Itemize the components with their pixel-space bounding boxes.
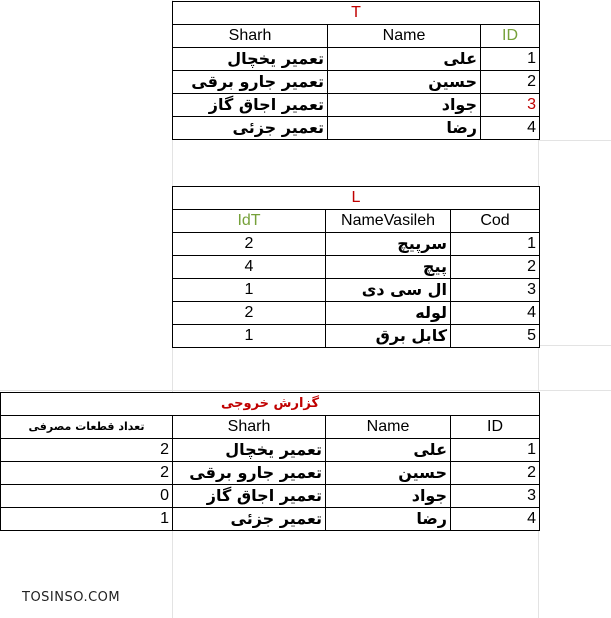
- cell-name[interactable]: جواد: [326, 485, 451, 508]
- cell-name[interactable]: علی: [328, 48, 481, 71]
- cell-sharh[interactable]: تعمیر جزئی: [173, 508, 326, 531]
- header-count[interactable]: تعداد قطعات مصرفی: [1, 416, 173, 439]
- watermark: TOSINSO.COM: [22, 590, 121, 605]
- cell-id[interactable]: 2: [451, 462, 540, 485]
- header-name[interactable]: Name: [328, 25, 481, 48]
- cell-namevasileh[interactable]: ال سی دی: [326, 279, 451, 302]
- header-sharh[interactable]: Sharh: [173, 416, 326, 439]
- table-row: [173, 48, 540, 71]
- cell-name[interactable]: حسین: [326, 462, 451, 485]
- cell-name[interactable]: حسین: [328, 71, 481, 94]
- cell-count[interactable]: 2: [1, 439, 173, 462]
- cell-name[interactable]: جواد: [328, 94, 481, 117]
- table-row: [173, 302, 540, 325]
- cell-sharh[interactable]: تعمیر اجاق گاز: [173, 485, 326, 508]
- cell-id[interactable]: 3: [481, 94, 540, 117]
- cell-idt[interactable]: 2: [173, 233, 326, 256]
- table-t-title: T: [173, 2, 540, 25]
- cell-sharh[interactable]: تعمیر یخچال: [173, 48, 328, 71]
- cell-id[interactable]: 1: [451, 439, 540, 462]
- cell-cod[interactable]: 3: [451, 279, 540, 302]
- table-report-title: گزارش خروجی: [1, 393, 540, 416]
- cell-id[interactable]: 2: [481, 71, 540, 94]
- table-row: [1, 508, 540, 531]
- table-t: [172, 1, 540, 140]
- table-row: [1, 439, 540, 462]
- cell-sharh[interactable]: تعمیر جزئی: [173, 117, 328, 140]
- header-id[interactable]: ID: [481, 25, 540, 48]
- cell-name[interactable]: رضا: [326, 508, 451, 531]
- cell-sharh[interactable]: تعمیر اجاق گاز: [173, 94, 328, 117]
- header-cod[interactable]: Cod: [451, 210, 540, 233]
- table-report: [0, 392, 540, 531]
- cell-cod[interactable]: 2: [451, 256, 540, 279]
- table-row: [173, 279, 540, 302]
- cell-name[interactable]: علی: [326, 439, 451, 462]
- table-l: [172, 186, 540, 348]
- cell-namevasileh[interactable]: سرپیچ: [326, 233, 451, 256]
- cell-namevasileh[interactable]: کابل برق: [326, 325, 451, 348]
- cell-idt[interactable]: 1: [173, 279, 326, 302]
- header-name[interactable]: Name: [326, 416, 451, 439]
- cell-namevasileh[interactable]: لوله: [326, 302, 451, 325]
- cell-idt[interactable]: 4: [173, 256, 326, 279]
- header-sharh[interactable]: Sharh: [173, 25, 328, 48]
- cell-sharh[interactable]: تعمیر جارو برقی: [173, 462, 326, 485]
- table-row: [173, 71, 540, 94]
- cell-cod[interactable]: 1: [451, 233, 540, 256]
- cell-id[interactable]: 1: [481, 48, 540, 71]
- cell-count[interactable]: 1: [1, 508, 173, 531]
- cell-idt[interactable]: 2: [173, 302, 326, 325]
- table-l-title: L: [173, 187, 540, 210]
- cell-namevasileh[interactable]: پیچ: [326, 256, 451, 279]
- header-idt[interactable]: IdT: [173, 210, 326, 233]
- header-id[interactable]: ID: [451, 416, 540, 439]
- cell-idt[interactable]: 1: [173, 325, 326, 348]
- table-row: [173, 233, 540, 256]
- cell-sharh[interactable]: تعمیر یخچال: [173, 439, 326, 462]
- cell-count[interactable]: 2: [1, 462, 173, 485]
- cell-sharh[interactable]: تعمیر جارو برقی: [173, 71, 328, 94]
- table-row: [173, 117, 540, 140]
- cell-cod[interactable]: 4: [451, 302, 540, 325]
- cell-name[interactable]: رضا: [328, 117, 481, 140]
- table-row: [1, 462, 540, 485]
- cell-count[interactable]: 0: [1, 485, 173, 508]
- header-namevasileh[interactable]: NameVasileh: [326, 210, 451, 233]
- table-row: [173, 256, 540, 279]
- cell-cod[interactable]: 5: [451, 325, 540, 348]
- cell-id[interactable]: 4: [451, 508, 540, 531]
- cell-id[interactable]: 4: [481, 117, 540, 140]
- cell-id[interactable]: 3: [451, 485, 540, 508]
- table-row: [1, 485, 540, 508]
- table-row: [173, 94, 540, 117]
- table-row: [173, 325, 540, 348]
